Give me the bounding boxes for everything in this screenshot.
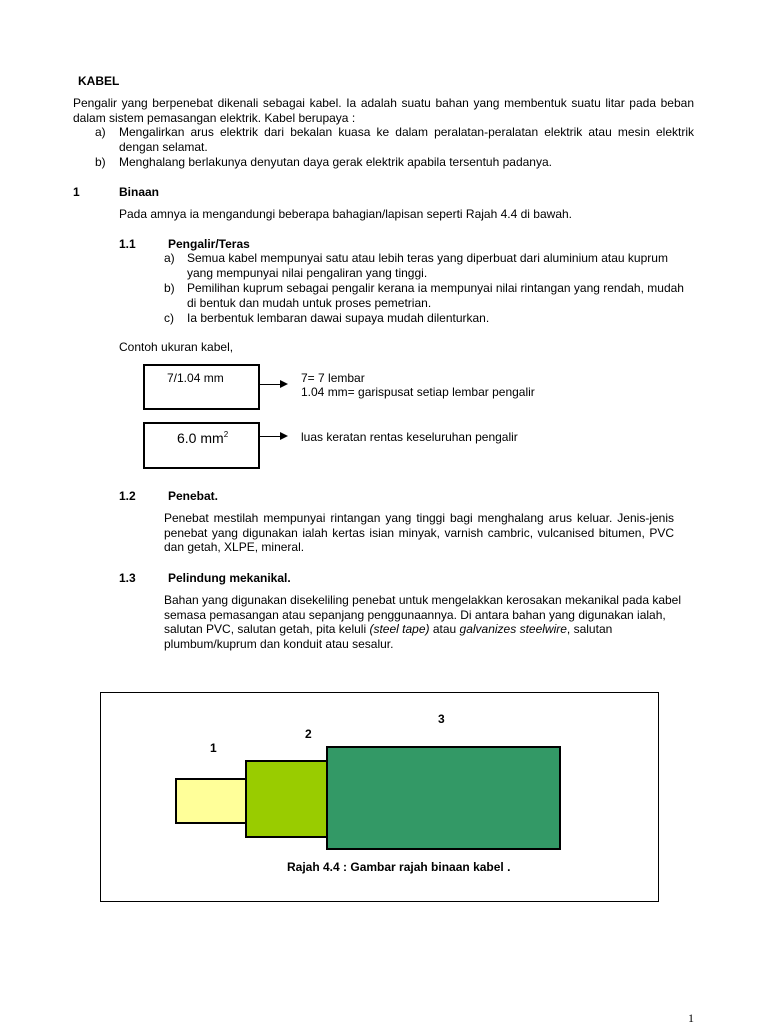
- cable-insulation-layer: [245, 760, 328, 838]
- sub-1-1-number: 1.1: [119, 237, 136, 251]
- cable-size-desc-2: luas keratan rentas keseluruhan pengalir: [301, 430, 518, 444]
- cable-conductor-core: [175, 778, 247, 824]
- section-1-title: Binaan: [119, 185, 160, 199]
- intro-item-a-marker: a): [95, 125, 106, 139]
- page-number: 1: [688, 1011, 694, 1025]
- intro-item-a-text: Mengalirkan arus elektrik dari bekalan kuasa ke dalam peralatan-peralatan elektrik atau mesin elektrik dengan selamat.: [119, 125, 694, 154]
- sub-1-1-item-b-marker: b): [164, 281, 175, 295]
- sub-1-2-title: Penebat.: [168, 489, 219, 503]
- intro-item-b-text: Menghalang berlakunya denyutan daya gerak elektrik apabila tersentuh padanya.: [119, 155, 552, 169]
- sub-1-2-number: 1.2: [119, 489, 136, 503]
- cable-size-box-1-text: 7/1.04 mm: [167, 371, 224, 385]
- cable-size-box-1: [143, 364, 260, 410]
- figure-label-2: 2: [305, 727, 312, 741]
- arrow-1-head: [280, 380, 288, 388]
- intro-paragraph: Pengalir yang berpenebat dikenali sebagai kabel. Ia adalah suatu bahan yang membentuk suatu litar pada beban dalam sistem pemasangan elektrik. Kabel berupaya :: [73, 96, 694, 125]
- cable-size-desc-1-line1: 7= 7 lembar: [301, 371, 365, 385]
- arrow-1-line: [260, 384, 280, 385]
- arrow-2-line: [260, 436, 280, 437]
- figure-caption: Rajah 4.4 : Gambar rajah binaan kabel .: [287, 860, 511, 874]
- cable-size-box-2: [143, 422, 260, 469]
- sub-1-3-title: Pelindung mekanikal.: [168, 571, 291, 585]
- cable-mechanical-sheath: [326, 746, 561, 850]
- sub-1-1-item-c-marker: c): [164, 311, 174, 325]
- example-heading: Contoh ukuran kabel,: [119, 340, 234, 354]
- cable-size-box-2-text: 6.0 $mm^2$: [177, 430, 229, 446]
- figure-label-1: 1: [210, 741, 217, 755]
- intro-item-b-marker: b): [95, 155, 106, 169]
- sub-1-3-paragraph: Bahan yang digunakan disekeliling penebat untuk mengelakkan kerosakan mekanikal pada kabel semasa pemasangan atau sepanjang penggunaannya. Di antara bahan yang digunakan ialah, salutan PVC, salutan getah, pita keluli (steel tape) atau galvanizes steelwire, salutan plumbum/kuprum dan konduit atau sesalur.: [164, 593, 682, 651]
- section-1-number: 1: [73, 185, 80, 199]
- sub-1-1-title: Pengalir/Teras: [168, 237, 250, 251]
- figure-label-3: 3: [438, 712, 445, 726]
- section-1-paragraph: Pada amnya ia mengandungi beberapa bahagian/lapisan seperti Rajah 4.4 di bawah.: [119, 207, 572, 221]
- arrow-2-head: [280, 432, 288, 440]
- sub-1-2-paragraph: Penebat mestilah mempunyai rintangan yang tinggi bagi menghalang arus keluar. Jenis-jenis penebat yang digunakan ialah kertas isian minyak, varnish cambric, vulcanised bitumen, PVC dan getah, XLPE, mineral.: [164, 511, 674, 554]
- sub-1-1-item-b-text: Pemilihan kuprum sebagai pengalir kerana ia mempunyai nilai rintangan yang rendah, mudah di bentuk dan mudah untuk proses pemetrian.: [187, 281, 684, 310]
- sub-1-1-item-a-marker: a): [164, 251, 175, 265]
- sub-1-3-number: 1.3: [119, 571, 136, 585]
- sub-1-1-item-c-text: Ia berbentuk lembaran dawai supaya mudah dilenturkan.: [187, 311, 490, 325]
- page-title: KABEL: [78, 74, 120, 88]
- sub-1-1-item-a-text: Semua kabel mempunyai satu atau lebih teras yang diperbuat dari aluminium atau kuprum yang mempunyai nilai pengaliran yang tinggi.: [187, 251, 668, 280]
- cable-size-desc-1-line2: 1.04 mm= garispusat setiap lembar pengalir: [301, 385, 535, 399]
